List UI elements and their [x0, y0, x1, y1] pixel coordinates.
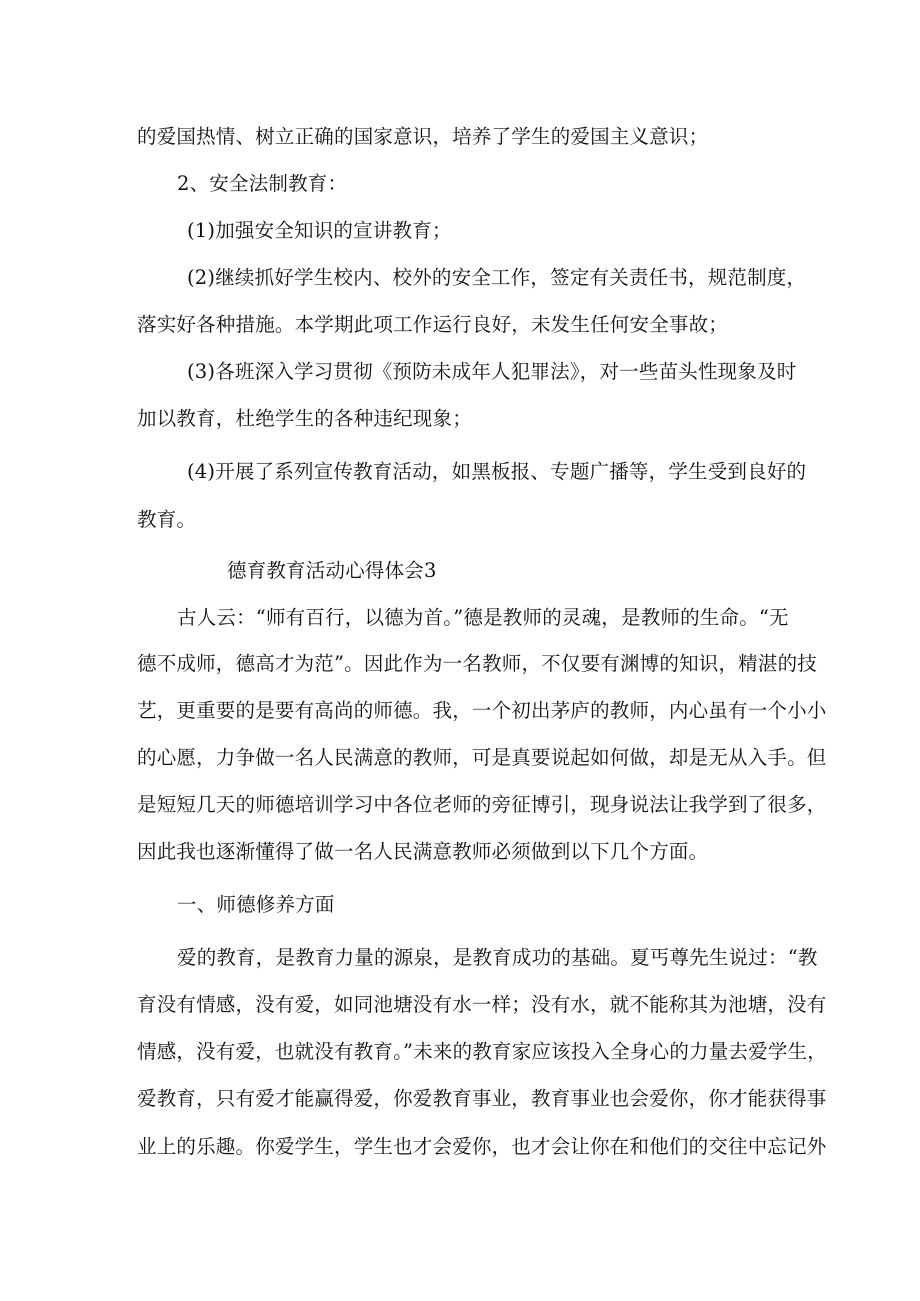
- list-item-continuation: 加以教育，杜绝学生的各种违纪现象；: [137, 407, 472, 430]
- paragraph-line: 是短短几天的师德培训学习中各位老师的旁征博引，现身说法让我学到了很多，: [137, 793, 827, 816]
- list-item: (4)开展了系列宣传教育活动，如黑板报、专题广播等，学生受到良好的: [187, 460, 807, 483]
- list-item: (3)各班深入学习贯彻《预防未成年人犯罪法》，对一些苗头性现象及时: [187, 360, 797, 383]
- list-item-continuation: 落实好各种措施。本学期此项工作运行良好，未发生任何安全事故；: [137, 313, 729, 336]
- paragraph-line: 爱的教育，是教育力量的源泉，是教育成功的基础。夏丐尊先生说过：“教: [177, 946, 818, 969]
- paragraph-line: 古人云：“师有百行，以德为首。”德是教师的灵魂，是教师的生命。“无: [177, 606, 789, 629]
- paragraph-line: 因此我也逐渐懂得了做一名人民满意教师必须做到以下几个方面。: [137, 840, 709, 863]
- article-title: 德育教育活动心得体会3: [227, 559, 437, 582]
- list-item: (1)加强安全知识的宣讲教育；: [187, 219, 452, 242]
- list-item-continuation: 教育。: [137, 508, 197, 531]
- paragraph-line: 的心愿，力争做一名人民满意的教师，可是真要说起如何做，却是无从入手。但: [137, 746, 827, 769]
- paragraph-line: 艺，更重要的是要有高尚的师德。我，一个初出茅庐的教师，内心虽有一个小小: [137, 699, 827, 722]
- paragraph-line: 的爱国热情、树立正确的国家意识，培养了学生的爱国主义意识；: [137, 125, 709, 148]
- paragraph-line: 育没有情感，没有爱，如同池塘没有水一样；没有水，就不能称其为池塘，没有: [137, 993, 827, 1016]
- section-heading: 一、师德修养方面: [177, 893, 335, 916]
- paragraph-line: 德不成师，德高才为范”。因此作为一名教师，不仅要有渊博的知识，精湛的技: [137, 652, 817, 675]
- list-item: (2)继续抓好学生校内、校外的安全工作，签定有关责任书，规范制度，: [187, 266, 807, 289]
- section-heading: 2、安全法制教育：: [177, 172, 348, 195]
- paragraph-line: 爱教育，只有爱才能赢得爱，你爱教育事业，教育事业也会爱你，你才能获得事: [137, 1087, 827, 1110]
- paragraph-line: 情感，没有爱，也就没有教育。”未来的教育家应该投入全身心的力量去爱学生，: [137, 1040, 827, 1063]
- paragraph-line: 业上的乐趣。你爱学生，学生也才会爱你，也才会让你在和他们的交往中忘记外: [137, 1135, 827, 1158]
